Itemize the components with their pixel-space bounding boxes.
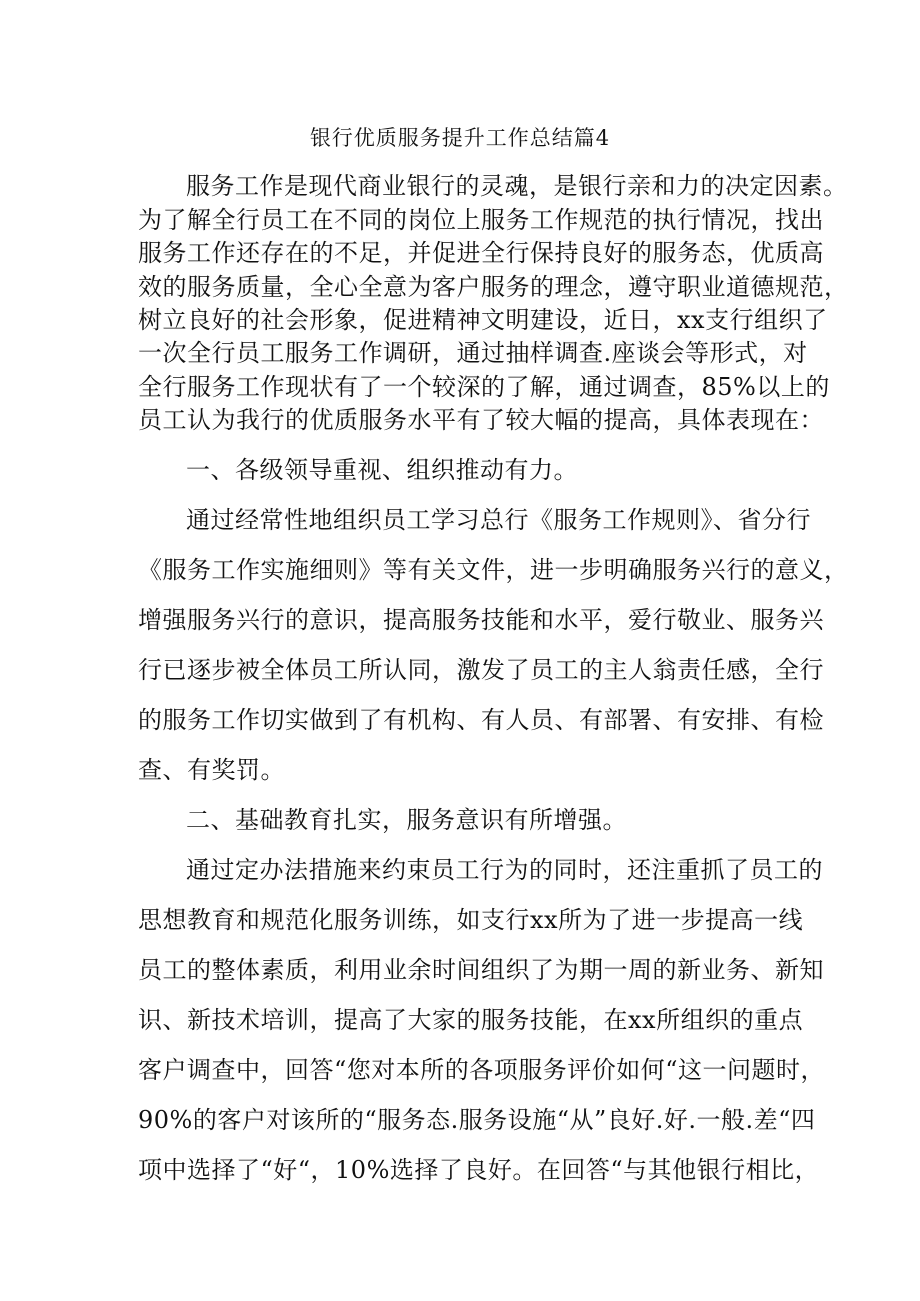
paragraph-line: 《服务工作实施细则》等有关文件，进一步明确服务兴行的意义， [138,556,849,584]
paragraph-line: 全行服务工作现状有了一个较深的了解，通过调查，85%以上的 [138,373,830,401]
paragraph-line: 通过经常性地组织员工学习总行《服务工作规则》、省分行 [186,506,811,534]
section-heading: 一、各级领导重视、组织推动有力。 [186,456,578,484]
paragraph-line: 效的服务质量，全心全意为客户服务的理念，遵守职业道德规范， [138,273,849,301]
paragraph-line: 识、新技术培训，提高了大家的服务技能，在xx所组织的重点 [138,1006,804,1034]
paragraph-line: 项中选择了“好“，10%选择了良好。在回答“与其他银行相比， [138,1156,820,1184]
paragraph-line: 通过定办法措施来约束员工行为的同时，还注重抓了员工的 [186,856,823,884]
paragraph-line: 90%的客户对该所的“服务态.服务设施“从”良好.好.一般.差“四 [138,1106,816,1134]
paragraph-line: 为了解全行员工在不同的岗位上服务工作规范的执行情况，找出 [138,206,824,234]
paragraph-line: 查、有奖罚。 [138,756,285,784]
paragraph-line: 服务工作还存在的不足，并促进全行保持良好的服务态，优质高 [138,239,824,267]
paragraph-line: 增强服务兴行的意识，提高服务技能和水平，爱行敬业、服务兴 [138,606,824,634]
document-title: 银行优质服务提升工作总结篇4 [309,126,611,150]
paragraph-line: 客户调查中，回答“您对本所的各项服务评价如何“这一问题时， [138,1056,826,1084]
paragraph-line: 一次全行员工服务工作调研，通过抽样调查.座谈会等形式，对 [138,339,808,367]
paragraph-line: 员工认为我行的优质服务水平有了较大幅的提高，具体表现在： [138,406,824,434]
paragraph-line: 员工的整体素质，利用业余时间组织了为期一周的新业务、新知 [138,956,824,984]
section-heading: 二、基础教育扎实，服务意识有所增强。 [186,806,627,834]
paragraph-line: 服务工作是现代商业银行的灵魂，是银行亲和力的决定因素。 [186,172,848,200]
paragraph-line: 树立良好的社会形象，促进精神文明建设，近日，xx支行组织了 [138,306,828,334]
paragraph-line: 的服务工作切实做到了有机构、有人员、有部署、有安排、有检 [138,706,824,734]
paragraph-line: 思想教育和规范化服务训练，如支行xx所为了进一步提高一线 [138,906,804,934]
paragraph-line: 行已逐步被全体员工所认同，激发了员工的主人翁责任感，全行 [138,656,824,684]
